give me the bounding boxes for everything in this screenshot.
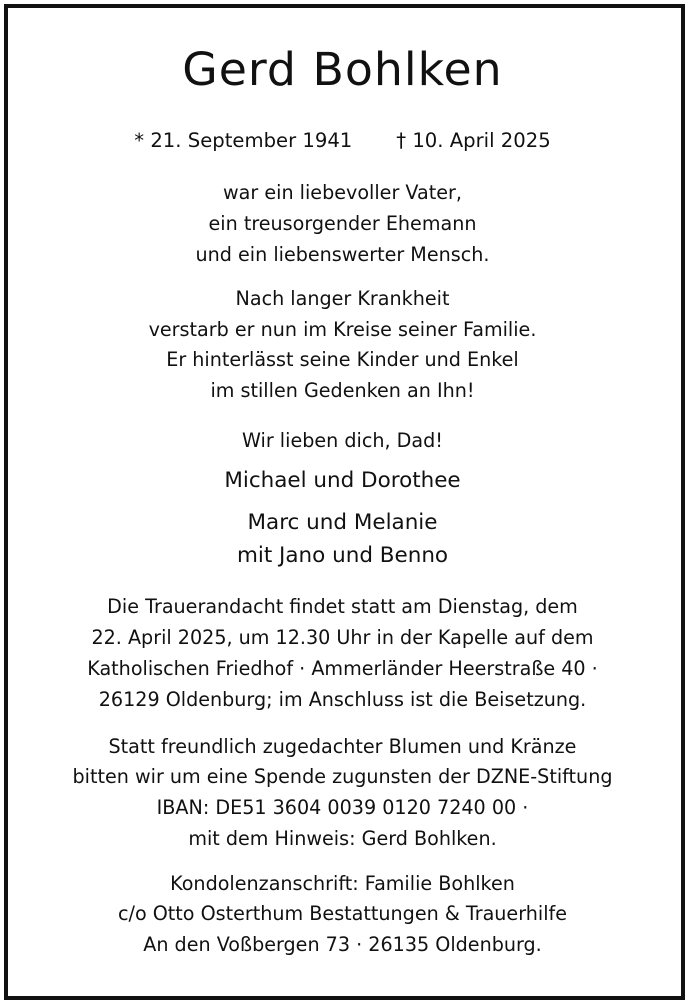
birth-date: * 21. September 1941	[134, 129, 353, 152]
verse-line: ein treusorgender Ehemann	[208, 212, 477, 235]
obituary-frame	[4, 4, 685, 1000]
condolence-line: An den Voßbergen 73 · 26135 Oldenburg.	[143, 933, 542, 956]
donation-line: mit dem Hinweis: Gerd Bohlken.	[188, 827, 497, 850]
donation-line: Statt freundlich zugedachter Blumen und Kränze	[108, 735, 577, 758]
closing-line: Wir lieben dich, Dad!	[242, 429, 443, 452]
condolence-line: Kondolenzanschrift: Familie Bohlken	[170, 872, 515, 895]
donation-line: bitten wir um eine Spende zugunsten der DZNE-Stiftung	[72, 765, 613, 788]
verse-line: und ein liebenswerter Mensch.	[195, 243, 490, 266]
verse-line: war ein liebevoller Vater,	[223, 181, 462, 204]
service-line: Katholischen Friedhof · Ammerländer Heerstraße 40 ·	[87, 657, 598, 680]
verse-line: verstarb er nun im Kreise seiner Familie.	[148, 318, 537, 341]
verse-line: Er hinterlässt seine Kinder und Enkel	[166, 348, 519, 371]
death-date: † 10. April 2025	[396, 129, 551, 152]
donation-line: IBAN: DE51 3604 0039 0120 7240 00 ·	[156, 796, 529, 819]
service-line: Die Trauerandacht findet statt am Dienstag, dem	[107, 595, 578, 618]
condolence-line: c/o Otto Osterthum Bestattungen & Trauerhilfe	[117, 902, 568, 925]
verse-line: Nach langer Krankheit	[235, 287, 450, 310]
mourner-line: mit Jano und Benno	[236, 543, 449, 568]
service-line: 26129 Oldenburg; im Anschluss ist die Beisetzung.	[98, 688, 587, 711]
life-dates	[0, 131, 685, 151]
deceased-name: Gerd Bohlken	[182, 43, 503, 96]
mourner-line: Michael und Dorothee	[224, 468, 461, 493]
service-line: 22. April 2025, um 12.30 Uhr in der Kapelle auf dem	[91, 626, 594, 649]
verse-line: im stillen Gedenken an Ihn!	[210, 379, 475, 402]
mourner-line: Marc und Melanie	[247, 510, 438, 535]
